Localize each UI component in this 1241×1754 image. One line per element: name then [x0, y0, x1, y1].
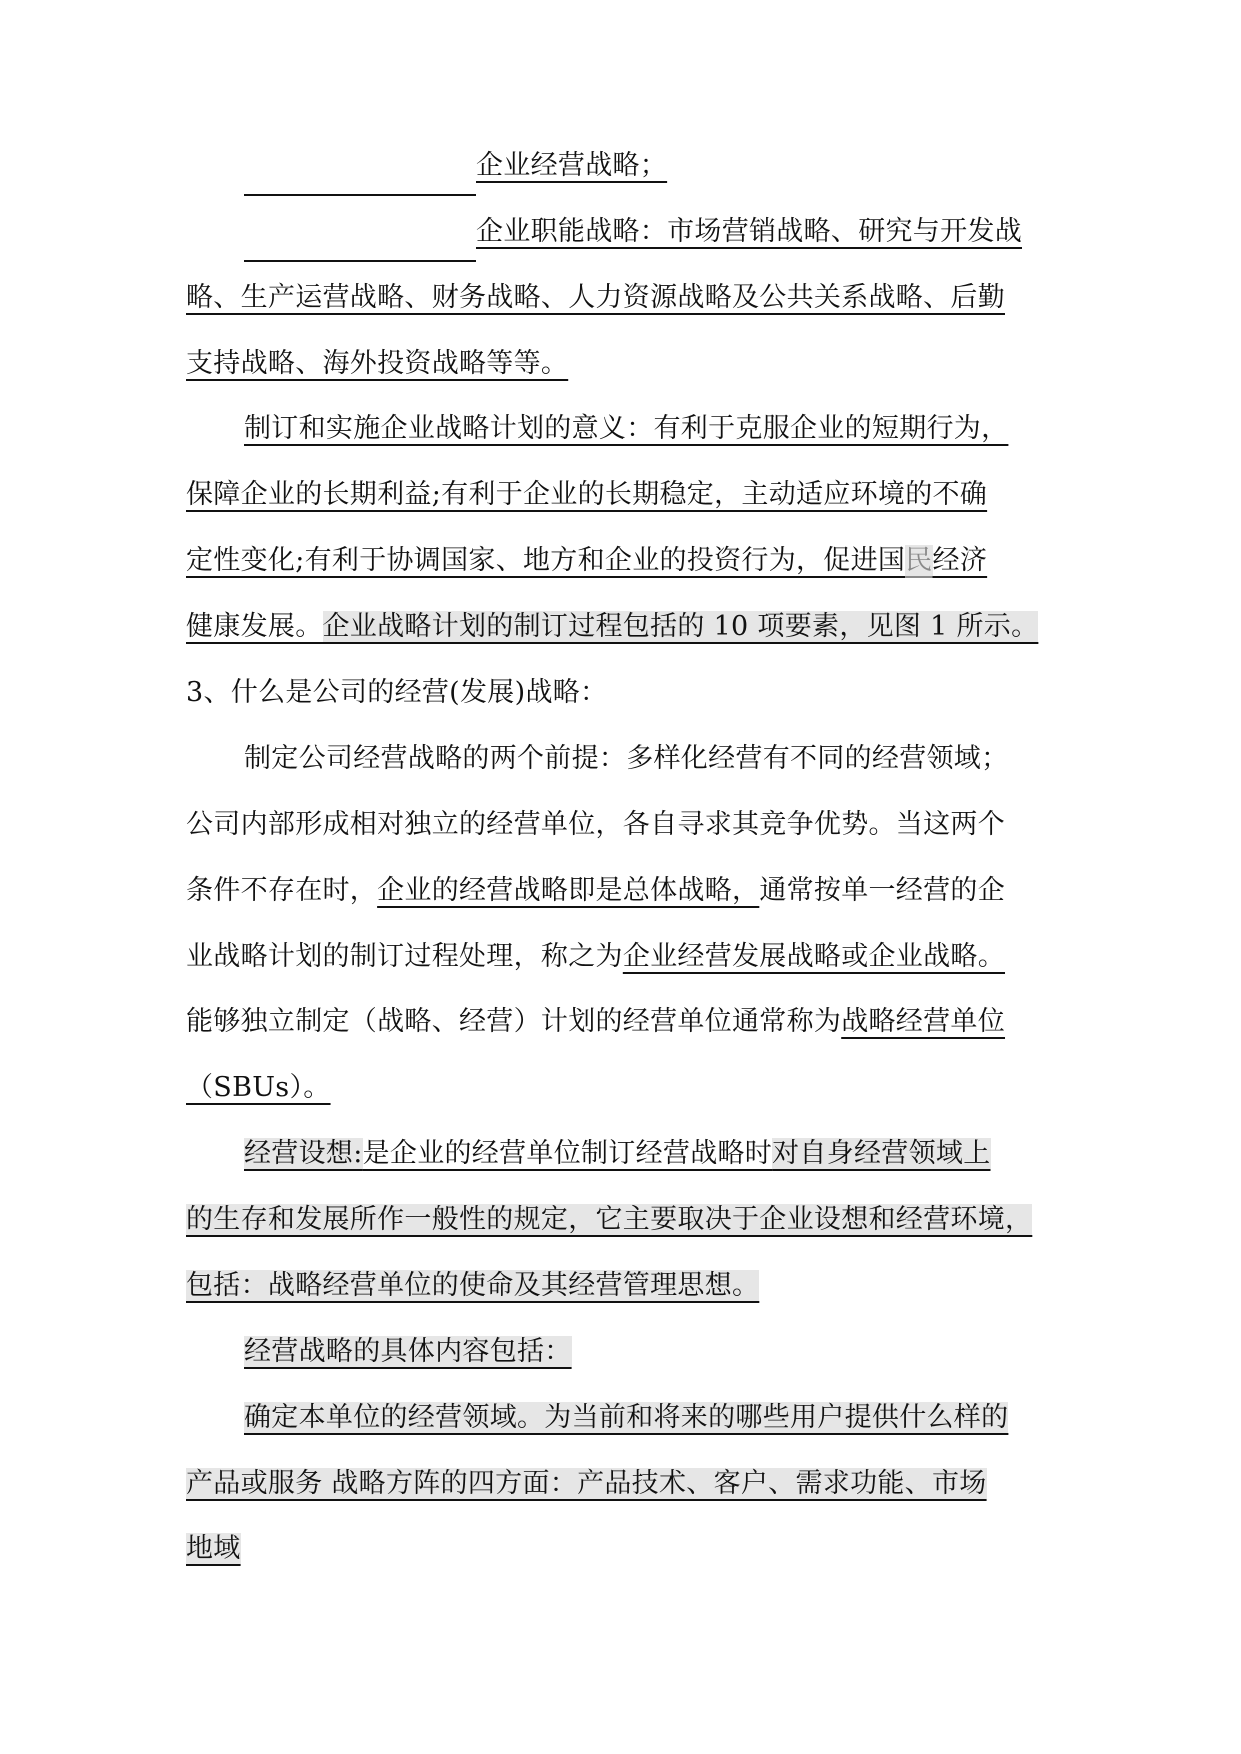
- text-run: 企业经营战略；: [476, 150, 668, 181]
- text-line: [186, 1462, 1066, 1506]
- text-run: 经济: [932, 545, 988, 576]
- text-run: 能够独立制定（战略、经营）计划的经营单位通常称为: [186, 1006, 842, 1037]
- text-line: [244, 737, 1124, 781]
- text-run-highlighted: 确定本单位的经营领域。为当前和将来的哪些用户提供什么样的: [244, 1402, 1009, 1433]
- text-run-highlighted: 经营战略的具体内容包括：: [244, 1336, 572, 1367]
- text-line: [186, 539, 1066, 583]
- text-run: 企业职能战略：市场营销战略、研究与开发战: [476, 216, 1022, 247]
- text-run: 通常按单一经营的企: [759, 875, 1006, 906]
- text-run: 制定公司经营战略的两个前提：多样化经营有不同的经营领域；: [244, 743, 1009, 774]
- text-run: 定性变化;有利于协调国家、地方和企业的投资行为，促进国: [186, 545, 906, 576]
- text-run-highlighted: 对自身经营领域上: [772, 1138, 991, 1169]
- text-line: [186, 276, 1066, 320]
- text-line: [186, 1000, 1066, 1044]
- text-line: [244, 407, 1124, 451]
- text-line: [186, 605, 1066, 649]
- text-run-underlined: （SBUs）。: [186, 1072, 331, 1103]
- text-run-grayed: 民: [905, 545, 933, 576]
- text-run: 保障企业的长期利益;有利于企业的长期稳定，主动适应环境的不确: [186, 479, 988, 510]
- text-line: [186, 1264, 1066, 1308]
- text-run-underlined: 企业经营发展战略或企业战略。: [622, 941, 1006, 972]
- text-line: [186, 1066, 1066, 1110]
- text-run: 3、什么是公司的经营(发展)战略：: [186, 677, 608, 708]
- text-run-underlined: 战略经营单位: [841, 1006, 1006, 1037]
- text-run-highlighted: 经营设想:: [244, 1138, 363, 1169]
- fill-in-blank-line: [244, 260, 476, 262]
- text-line: [476, 210, 1241, 254]
- text-run-underlined: 企业的经营战略即是总体战略，: [377, 875, 760, 906]
- text-line: [186, 869, 1066, 913]
- text-run: 略、生产运营战略、财务战略、人力资源战略及公共关系战略、后勤: [186, 282, 1005, 313]
- text-run: 支持战略、海外投资战略等等。: [186, 348, 569, 379]
- text-run: 业战略计划的制订过程处理，称之为: [186, 941, 623, 972]
- fill-in-blank-line: [244, 194, 476, 196]
- text-line: [244, 1396, 1124, 1440]
- text-line: [186, 1527, 1066, 1571]
- text-run-highlighted: 企业战略计划的制订过程包括的 10 项要素，见图 1 所示。: [322, 611, 1039, 642]
- text-line: [186, 803, 1066, 847]
- text-line: [244, 1132, 1124, 1176]
- text-line: [476, 144, 1241, 188]
- text-line: [186, 935, 1066, 979]
- text-run-highlighted: 产品或服务 战略方阵的四方面：产品技术、客户、需求功能、市场: [186, 1468, 987, 1499]
- text-run: 健康发展。: [186, 611, 323, 642]
- section-heading: [186, 671, 1066, 715]
- text-line: [186, 1198, 1066, 1242]
- text-line: [244, 1330, 1124, 1374]
- text-run-underlined: 是企业的经营单位制订经营战略时: [362, 1138, 773, 1169]
- text-line: [186, 473, 1066, 517]
- text-run: 制订和实施企业战略计划的意义：有利于克服企业的短期行为，: [244, 413, 1009, 444]
- text-run-highlighted: 包括：战略经营单位的使命及其经营管理思想。: [186, 1270, 760, 1301]
- text-run-highlighted: 的生存和发展所作一般性的规定，它主要取决于企业设想和经营环境，: [186, 1204, 1033, 1235]
- text-line: [186, 342, 1066, 386]
- text-run: 条件不存在时，: [186, 875, 378, 906]
- text-run: 公司内部形成相对独立的经营单位，各自寻求其竞争优势。当这两个: [186, 809, 1005, 840]
- text-run-highlighted: 地域: [186, 1533, 241, 1564]
